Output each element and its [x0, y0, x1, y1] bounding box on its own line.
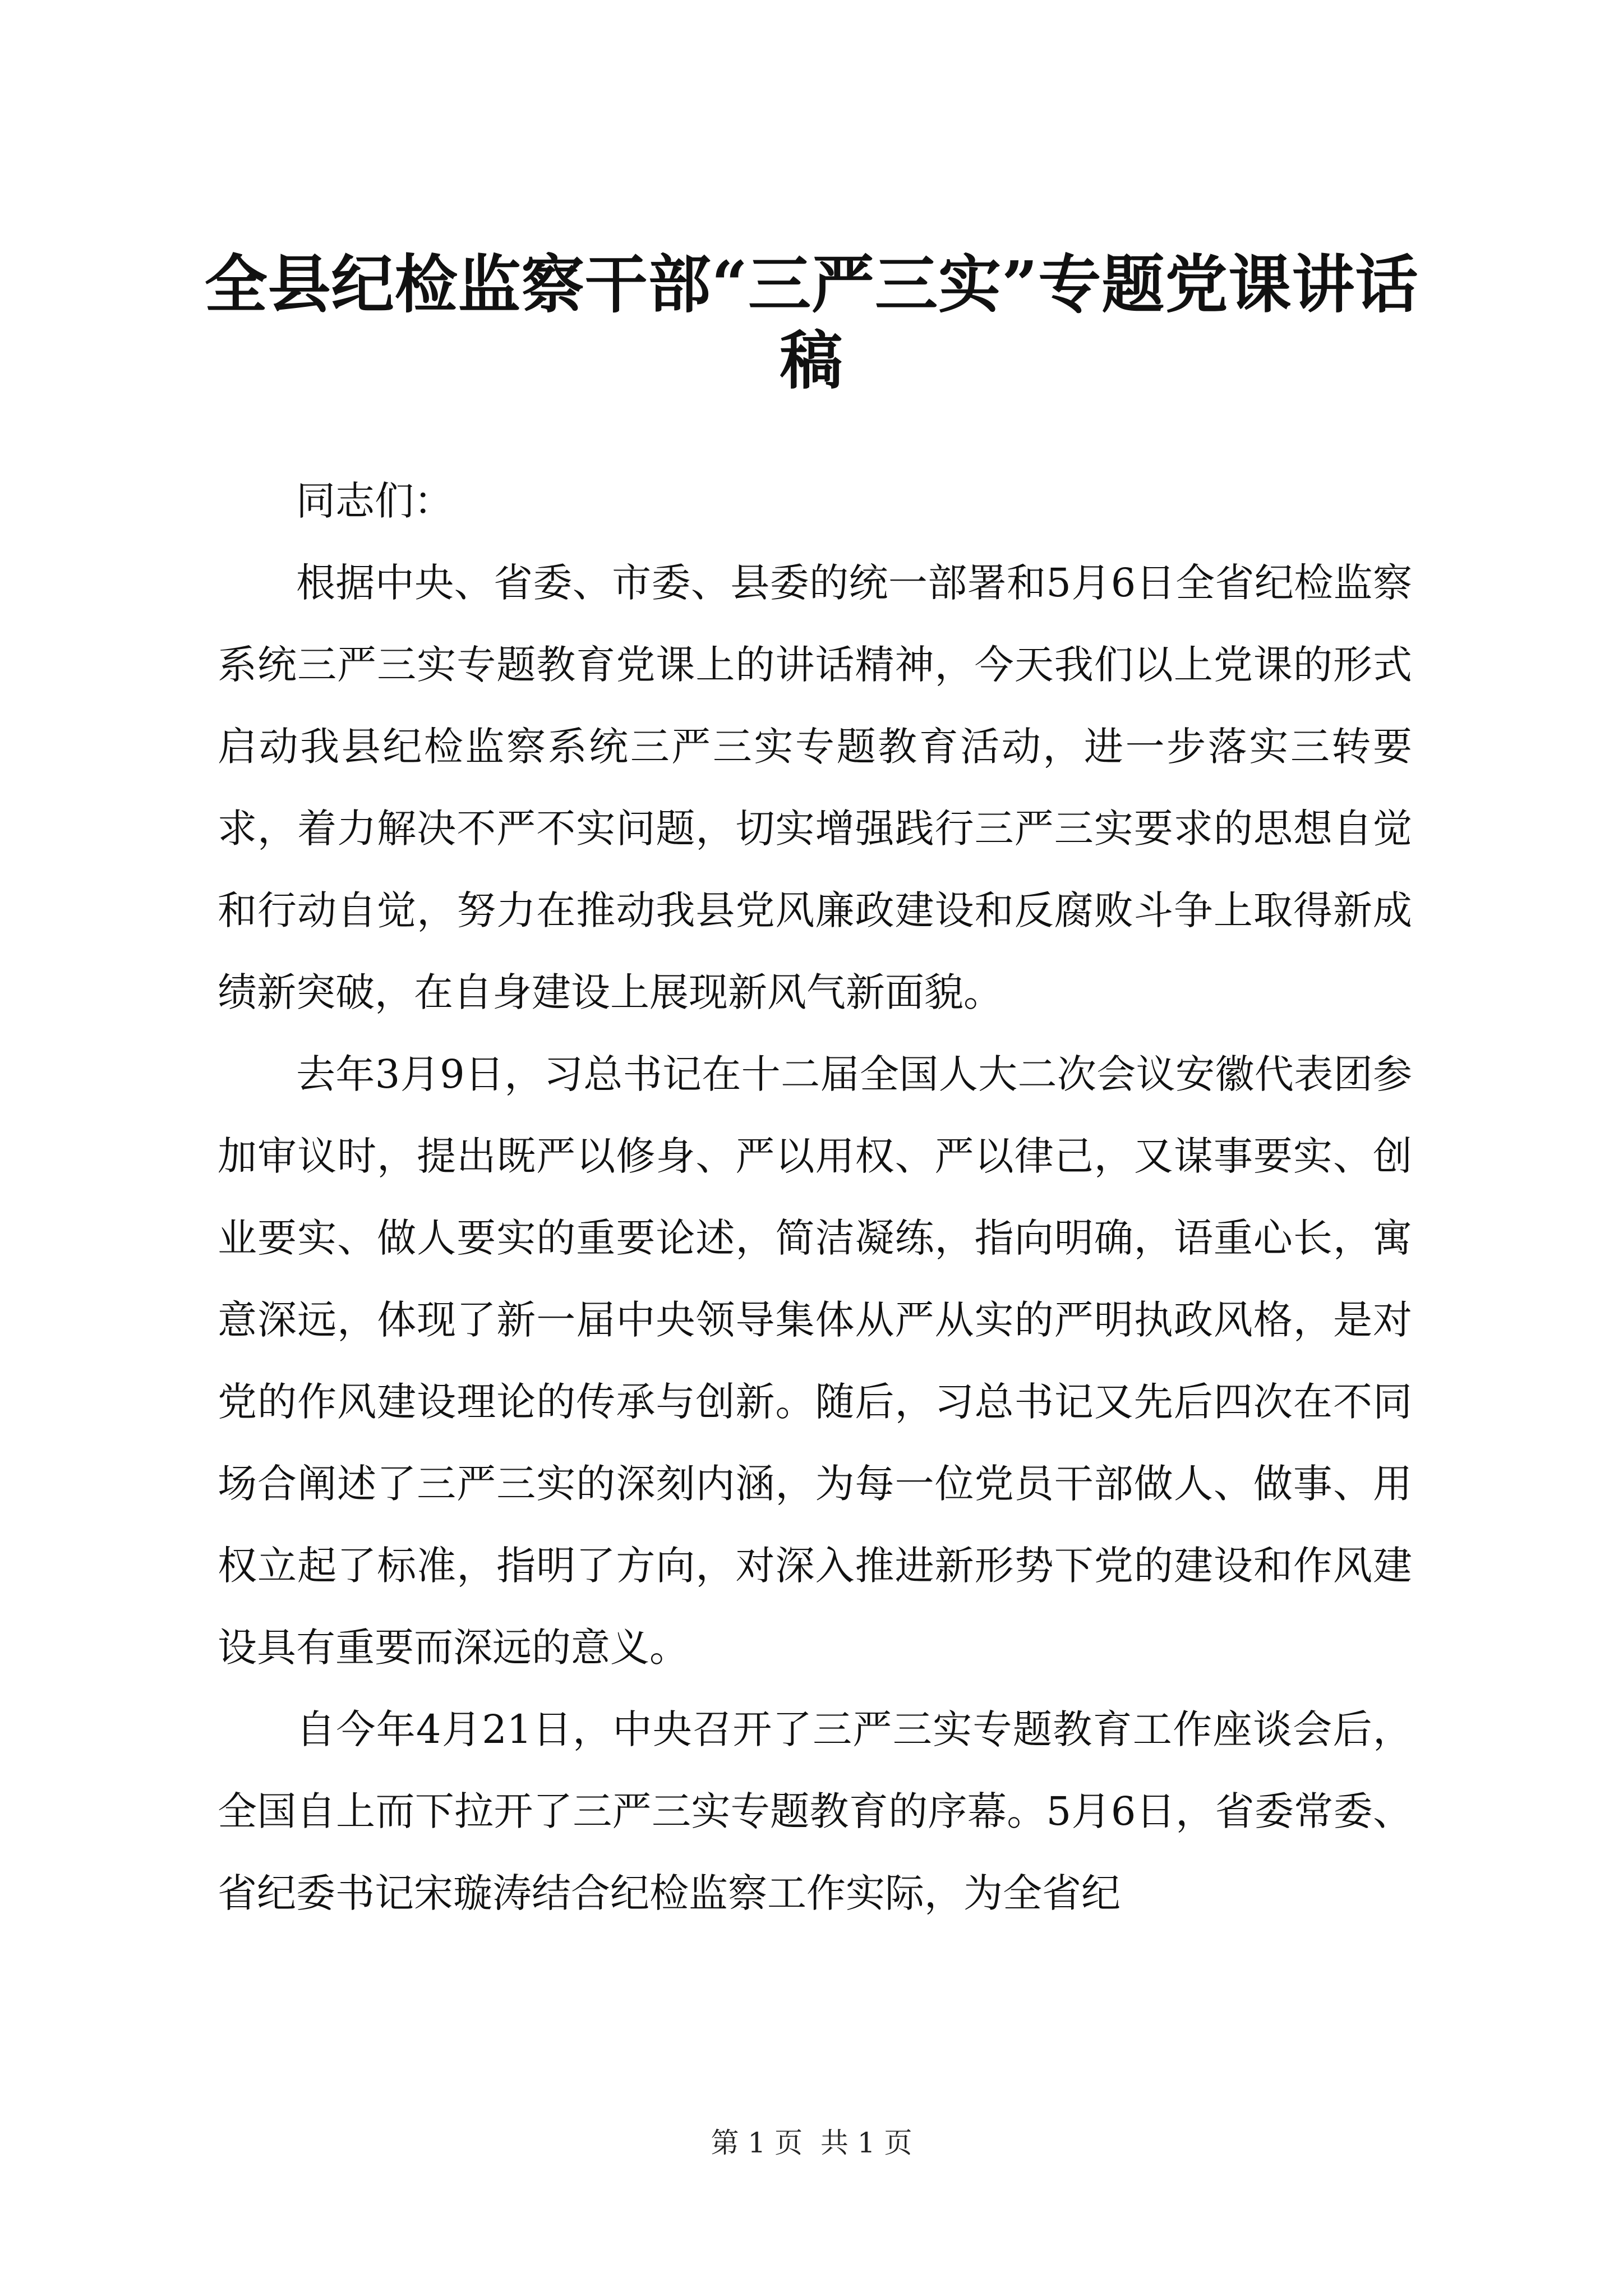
page-footer	[0, 2126, 1623, 2160]
page-number-label: 第 1 页 共 1 页	[711, 2127, 912, 2159]
document-body	[218, 460, 1412, 1934]
paragraph-2: 去年3月9日，习总书记在十二届全国人大二次会议安徽代表团参加审议时，提出既严以修身、严以用权、严以律己，又谋事要实、创业要实、做人要实的重要论述，简洁凝练，指向明确，语重心长，寓意深远，体现了新一届中央领导集体从严从实的严明执政风格，是对党的作风建设理论的传承与创新。随后，习总书记又先后四次在不同场合阐述了三严三实的深刻内涵，为每一位党员干部做人、做事、用权立起了标准，指明了方向，对深入推进新形势下党的建设和作风建设具有重要而深远的意义。	[218, 1051, 1412, 1671]
paragraph-1: 根据中央、省委、市委、县委的统一部署和5月6日全省纪检监察系统三严三实专题教育党课上的讲话精神，今天我们以上党课的形式启动我县纪检监察系统三严三实专题教育活动，进一步落实三转要求，着力解决不严不实问题，切实增强践行三严三实要求的思想自觉和行动自觉，努力在推动我县党风廉政建设和反腐败斗争上取得新成绩新突破，在自身建设上展现新风气新面貌。	[218, 560, 1412, 1015]
document-title: 全县纪检监察干部“三严三实”专题党课讲话稿	[204, 248, 1419, 398]
salutation: 同志们：	[296, 478, 453, 524]
paragraph-3: 自今年4月21日，中央召开了三严三实专题教育工作座谈会后，全国自上而下拉开了三严三实专题教育的序幕。5月6日，省委常委、省纪委书记宋璇涛结合纪检监察工作实际，为全省纪	[218, 1706, 1412, 1916]
